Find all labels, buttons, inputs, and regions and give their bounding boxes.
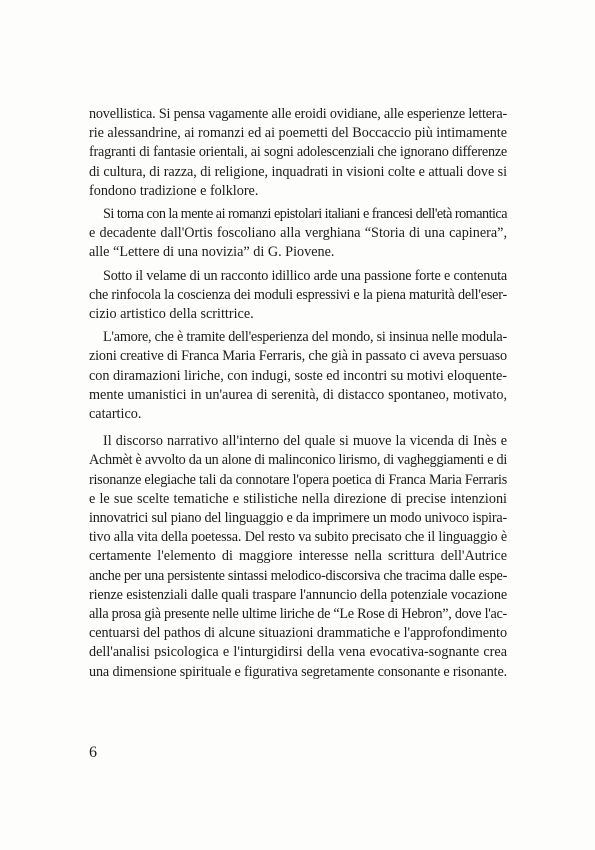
text-line: certamente l'elemento di maggiore interesse nella scrittura dell'Autrice [89,548,507,565]
text-line: e decadente dall'Ortis foscoliano alla verghiana “Storia di una capinera”, [89,225,507,242]
page-number: 6 [89,744,97,761]
text-line: cizio artistico della scrittrice. [89,306,254,323]
text-line: dell'analisi psicologica e l'inturgidirsi della vena evocativa-sognante crea [89,644,507,661]
text-line: una dimensione spirituale e figurativa segretamente consonante e risonante. [89,663,507,680]
text-line: anche per una persistente sintassi melodico-discorsiva che tracima dalle espe- [89,567,507,584]
text-line: novellistica. Si pensa vagamente alle eroidi ovidiane, alle esperienze lettera- [89,106,507,122]
paragraph-5 [89,432,507,682]
text-line: rienze esistenziali dalle quali traspare l'annuncio della potenziale vocazione [89,586,507,603]
text-line: tivo alla vita della poetessa. Del resto va subito precisato che il linguaggio è [89,529,507,546]
text-line: Sotto il velame di un racconto idillico arde una passione forte e contenuta [103,267,507,284]
text-line: risonanze elegiache tali da connotare l'opera poetica di Franca Maria Ferraris [89,471,507,488]
body-text [89,105,507,682]
paragraph-2 [89,205,507,263]
text-line: alla prosa già presente nelle ultime liriche de “Le Rose di Hebron”, dove l'ac- [89,606,507,623]
paragraph-1 [89,105,507,201]
text-line: con diramazioni liriche, con indugi, soste ed incontri su motivi eloquente- [89,367,507,384]
text-line: zioni creative di Franca Maria Ferraris, che già in passato ci aveva persuaso [89,348,507,365]
text-line: rie alessandrine, ai romanzi ed ai poemetti del Boccaccio più intimamente [89,125,507,142]
text-line: L'amore, che è tramite dell'esperienza del mondo, si insinua nelle modula- [103,329,507,346]
text-line: che rinfocola la coscienza dei moduli espressivi e la piena maturità dell'eser- [89,286,507,303]
text-line: di cultura, di razza, di religione, inquadrati in visioni colte e attuali dove si [89,163,507,180]
paragraph-3 [89,267,507,325]
text-line: e le sue scelte tematiche e stilistiche nella direzione di precise intenzioni [89,490,507,507]
text-line: centuarsi del pathos di alcune situazioni drammatiche e l'approfondimento [89,625,507,642]
text-line: Si torna con la mente ai romanzi epistolari italiani e francesi dell'età romantica [103,206,507,223]
text-line: fondono tradizione e folklore. [89,182,259,199]
text-line: alle “Lettere di una novizia” di G. Piovene. [89,244,335,261]
paragraph-4 [89,328,507,424]
text-line: mente umanistici in un'aurea di serenità, di distacco spontaneo, motivato, [89,386,507,403]
text-line: innovatrici sul piano del linguaggio e da imprimere un modo univoco ispira- [89,510,507,527]
text-line: Il discorso narrativo all'interno del quale si muove la vicenda di Inès e [103,433,507,450]
text-line: fragranti di fantasie orientali, ai sogni adolescenziali che ignorano differenze [89,144,507,161]
text-line: catartico. [89,406,142,423]
text-line: Achmèt è avvolto da un alone di malinconico lirismo, di vagheggiamenti e di [89,452,507,469]
